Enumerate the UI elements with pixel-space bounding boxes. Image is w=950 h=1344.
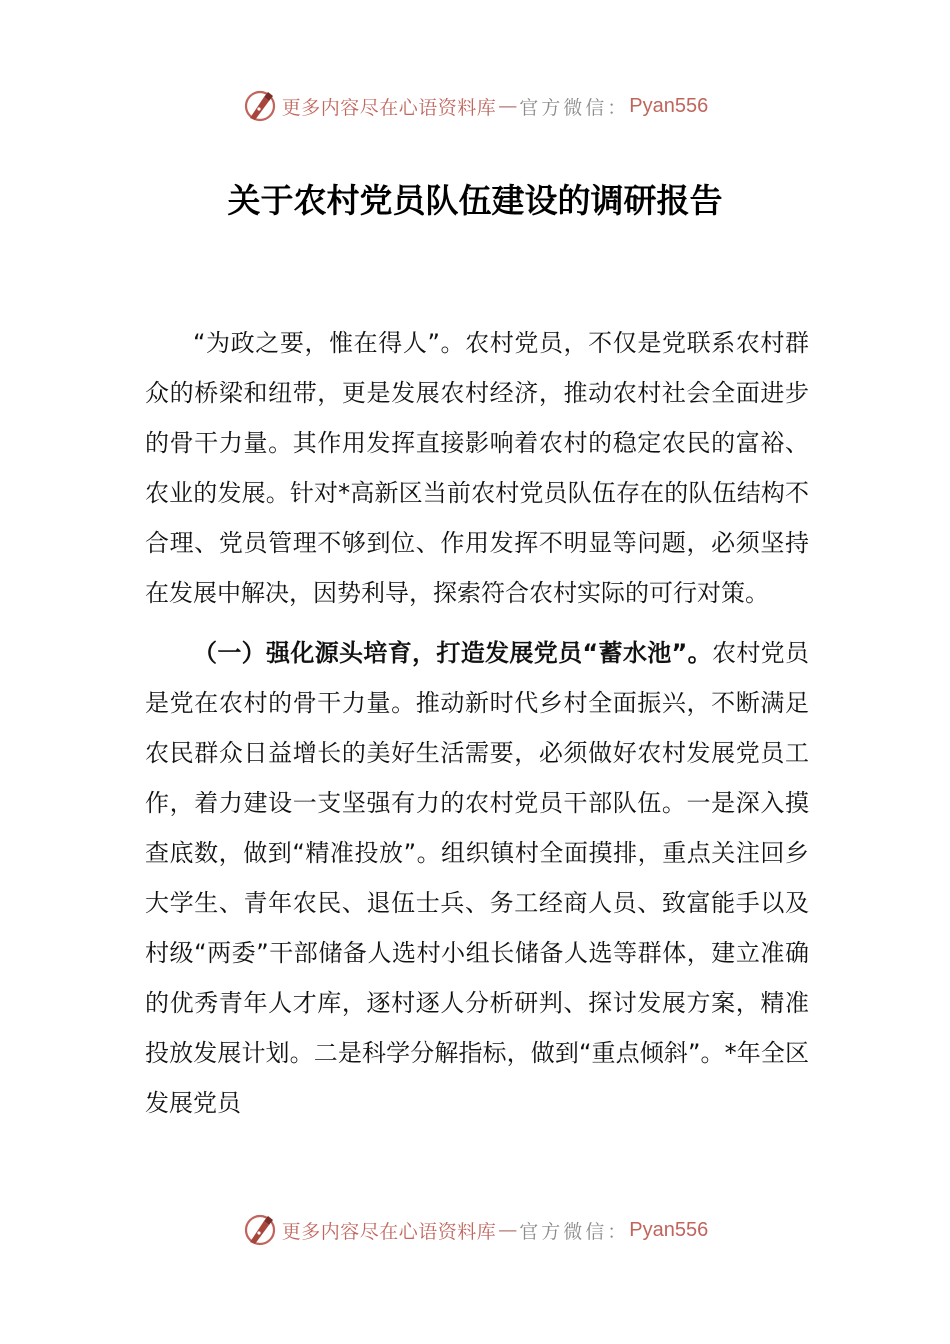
document-body xyxy=(145,318,809,1128)
banner-wechat-id: Pyan556 xyxy=(629,1218,709,1241)
section-1-body: 农村党员是党在农村的骨干力量。推动新时代乡村全面振兴，不断满足农民群众日益增长的美好生活需要，必须做好农村发展党员工作，着力建设一支坚强有力的农村党员干部队伍。一是深入摸查底数，做到“精准投放”。组织镇村全面摸排，重点关注回乡大学生、青年农民、退伍士兵、务工经商人员、致富能手以及村级“两委”干部储备人选村小组长储备人选等群体，建立准确的优秀青年人才库，逐村逐人分析研判、探讨发展方案，精准投放发展计划。二是科学分解指标，做到“重点倾斜”。*年全区发展党员 xyxy=(145,639,809,1117)
banner-wechat-label: 官方微信： xyxy=(519,96,630,119)
banner-text: 更多内容尽在心语资料库 xyxy=(281,1220,497,1243)
banner-wechat-id: Pyan556 xyxy=(629,94,709,117)
pen-nib-logo-icon xyxy=(242,88,278,124)
footer-banner xyxy=(0,1210,950,1250)
pen-nib-logo-icon xyxy=(242,1212,278,1248)
banner-wechat-label: 官方微信： xyxy=(519,1220,630,1243)
banner-text: 更多内容尽在心语资料库 xyxy=(281,96,497,119)
paragraph-intro: “为政之要，惟在得人”。农村党员，不仅是党联系农村群众的桥梁和纽带，更是发展农村经济，推动农村社会全面进步的骨干力量。其作用发挥直接影响着农村的稳定农民的富裕、农业的发展。针对*高新区当前农村党员队伍存在的队伍结构不合理、党员管理不够到位、作用发挥不明显等问题，必须坚持在发展中解决，因势利导，探索符合农村实际的可行对策。 xyxy=(145,329,809,607)
header-banner xyxy=(0,86,950,126)
section-1-heading: （一）强化源头培育，打造发展党员“蓄水池”。 xyxy=(193,639,712,667)
paragraph-section-1 xyxy=(145,628,809,1128)
banner-separator: — xyxy=(498,1219,518,1241)
banner-separator: — xyxy=(498,95,518,117)
document-title: 关于农村党员队伍建设的调研报告 xyxy=(227,181,723,220)
